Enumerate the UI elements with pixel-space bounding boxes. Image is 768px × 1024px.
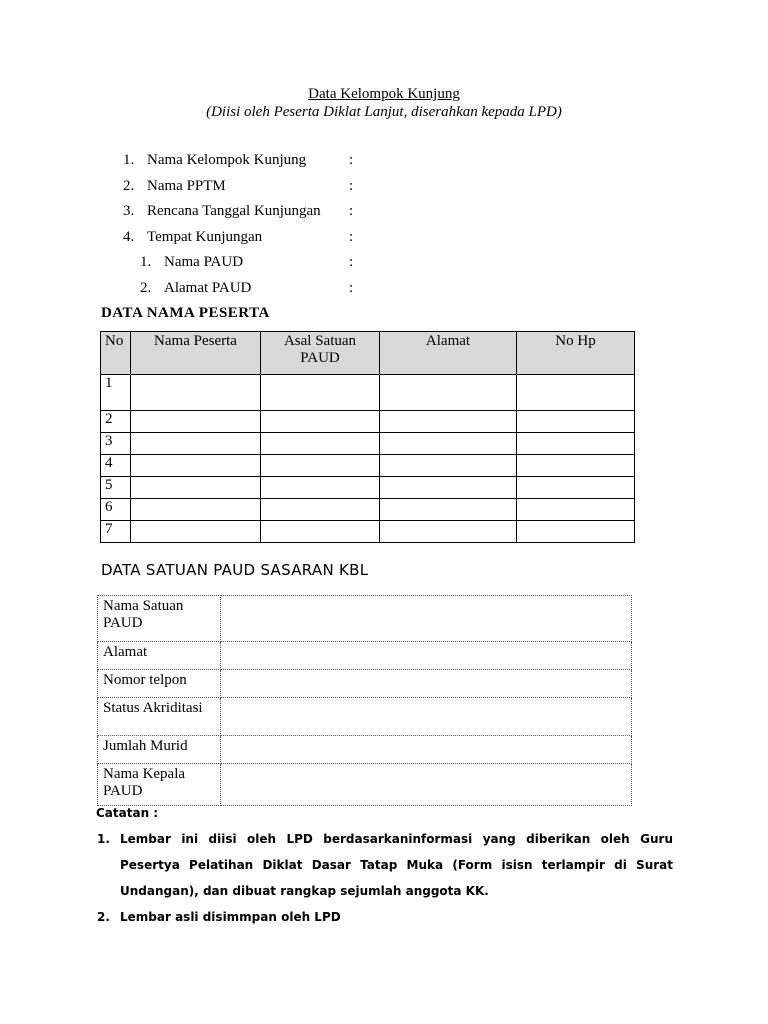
cell-asal-satuan[interactable] — [261, 499, 380, 521]
document-subtitle: (Diisi oleh Peserta Diklat Lanjut, diserahkan kepada LPD) — [206, 104, 562, 120]
form-field-colon: : — [349, 280, 354, 296]
cell-asal-satuan[interactable] — [261, 455, 380, 477]
form-field-colon: : — [349, 203, 354, 219]
row-number: 3 — [101, 433, 131, 455]
form-field-label: Nama PAUD — [164, 254, 244, 270]
table-row — [101, 521, 635, 543]
table-row — [98, 736, 632, 764]
row-number: 1 — [101, 375, 131, 411]
form-field-label: Rencana Tanggal Kunjungan — [147, 203, 321, 219]
cell-no-hp[interactable] — [517, 375, 635, 411]
column-header-nama-peserta: Nama Peserta — [131, 332, 261, 375]
row-label: Alamat — [98, 642, 221, 670]
cell-alamat[interactable] — [380, 411, 517, 433]
note-text: Lembar ini diisi oleh LPD berdasarkaninformasi yang diberikan oleh Guru Pesertya Pelatihan Diklat Dasar Tatap Muka (Form isisn terlampir di Surat Undangan), dan dibuat rangkap sejumlah anggota KK. — [120, 832, 673, 898]
form-field-number: 2. — [140, 280, 152, 296]
cell-nama-peserta[interactable] — [131, 411, 261, 433]
cell-asal-satuan[interactable] — [261, 375, 380, 411]
form-field-colon: : — [349, 178, 354, 194]
table-row — [98, 764, 632, 806]
column-header-asal-satuan: Asal Satuan PAUD — [261, 332, 380, 375]
row-label: Nama Satuan PAUD — [98, 596, 221, 642]
row-value[interactable] — [221, 642, 632, 670]
cell-alamat[interactable] — [380, 455, 517, 477]
table-row — [101, 455, 635, 477]
note-number: 1. — [97, 832, 110, 846]
cell-alamat[interactable] — [380, 433, 517, 455]
peserta-table — [100, 331, 635, 543]
cell-nama-peserta[interactable] — [131, 499, 261, 521]
cell-nama-peserta[interactable] — [131, 477, 261, 499]
column-header-alamat: Alamat — [380, 332, 517, 375]
row-value[interactable] — [221, 698, 632, 736]
form-field-number: 1. — [123, 152, 135, 168]
table-row — [98, 670, 632, 698]
form-field-colon: : — [349, 229, 354, 245]
row-label: Nomor telpon — [98, 670, 221, 698]
notes-list — [97, 826, 673, 930]
table-row — [101, 499, 635, 521]
section-heading-peserta: DATA NAMA PESERTA — [101, 305, 270, 321]
row-value[interactable] — [221, 596, 632, 642]
cell-asal-satuan[interactable] — [261, 521, 380, 543]
cell-no-hp[interactable] — [517, 499, 635, 521]
table-header-row — [101, 332, 635, 375]
table-row — [101, 433, 635, 455]
table-row — [98, 642, 632, 670]
table-row — [101, 477, 635, 499]
cell-no-hp[interactable] — [517, 411, 635, 433]
form-field-colon: : — [349, 152, 354, 168]
cell-nama-peserta[interactable] — [131, 521, 261, 543]
note-text: Lembar asli disimmpan oleh LPD — [120, 910, 341, 924]
notes-heading: Catatan : — [96, 806, 159, 820]
cell-asal-satuan[interactable] — [261, 477, 380, 499]
form-field-label: Alamat PAUD — [164, 280, 252, 296]
row-number: 5 — [101, 477, 131, 499]
cell-no-hp[interactable] — [517, 477, 635, 499]
form-field-label: Tempat Kunjungan — [147, 229, 263, 245]
cell-asal-satuan[interactable] — [261, 433, 380, 455]
row-number: 4 — [101, 455, 131, 477]
form-field-number: 3. — [123, 203, 135, 219]
cell-no-hp[interactable] — [517, 455, 635, 477]
table-row — [98, 596, 632, 642]
row-number: 2 — [101, 411, 131, 433]
cell-alamat[interactable] — [380, 499, 517, 521]
note-number: 2. — [97, 910, 110, 924]
cell-nama-peserta[interactable] — [131, 375, 261, 411]
row-label: Jumlah Murid — [98, 736, 221, 764]
row-value[interactable] — [221, 736, 632, 764]
cell-alamat[interactable] — [380, 521, 517, 543]
column-header-no: No — [101, 332, 131, 375]
cell-nama-peserta[interactable] — [131, 433, 261, 455]
row-label: Status Akriditasi — [98, 698, 221, 736]
table-row — [98, 698, 632, 736]
row-value[interactable] — [221, 670, 632, 698]
section-heading-satuan: DATA SATUAN PAUD SASARAN KBL — [101, 561, 369, 579]
cell-alamat[interactable] — [380, 477, 517, 499]
column-header-no-hp: No Hp — [517, 332, 635, 375]
cell-asal-satuan[interactable] — [261, 411, 380, 433]
cell-nama-peserta[interactable] — [131, 455, 261, 477]
form-field-number: 4. — [123, 229, 135, 245]
satuan-paud-table — [97, 595, 632, 806]
row-number: 6 — [101, 499, 131, 521]
cell-no-hp[interactable] — [517, 433, 635, 455]
list-item — [97, 904, 673, 930]
list-item — [97, 826, 673, 904]
form-field-number: 2. — [123, 178, 135, 194]
cell-no-hp[interactable] — [517, 521, 635, 543]
document-title: Data Kelompok Kunjung — [308, 86, 460, 102]
form-field-number: 1. — [140, 254, 152, 270]
form-field-label: Nama Kelompok Kunjung — [147, 152, 307, 168]
row-label: Nama Kepala PAUD — [98, 764, 221, 806]
table-row — [101, 375, 635, 411]
row-value[interactable] — [221, 764, 632, 806]
form-field-colon: : — [349, 254, 354, 270]
form-field-label: Nama PPTM — [147, 178, 226, 194]
table-row — [101, 411, 635, 433]
cell-alamat[interactable] — [380, 375, 517, 411]
row-number: 7 — [101, 521, 131, 543]
